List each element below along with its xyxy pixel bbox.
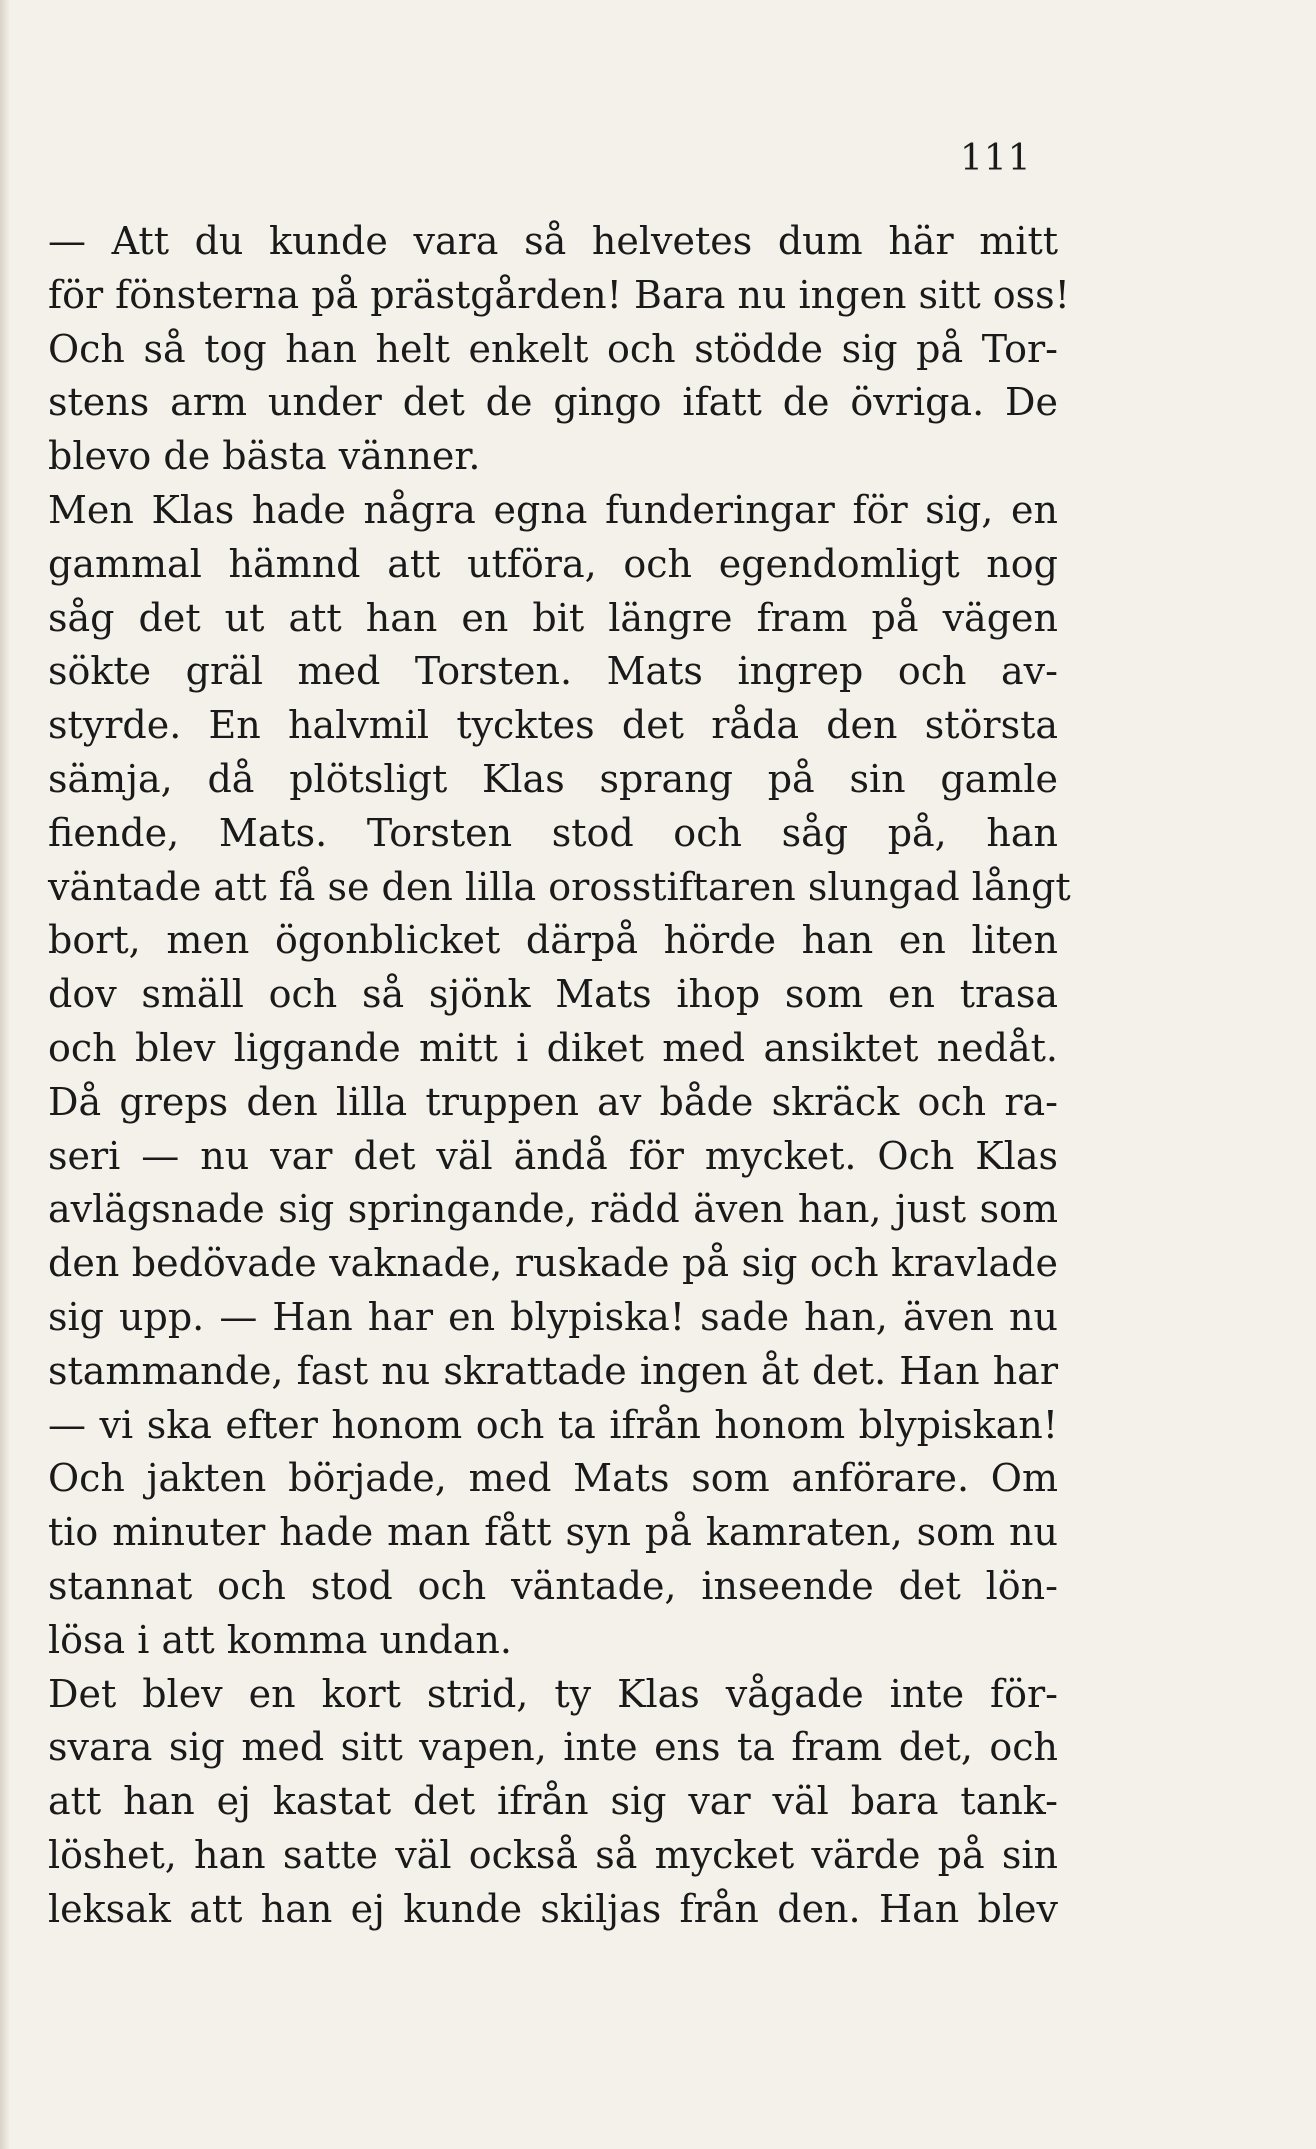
text-line: löshet, han satte väl också så mycket värde på sin	[48, 1832, 1058, 1877]
text-line: fiende, Mats. Torsten stod och såg på, han	[48, 810, 1058, 855]
text-line: blevo de bästa vänner.	[48, 434, 481, 479]
text-line: Det blev en kort strid, ty Klas vågade inte för-	[48, 1671, 1058, 1716]
text-line: och blev liggande mitt i diket med ansiktet nedåt.	[48, 1025, 1058, 1070]
text-line: Men Klas hade några egna funderingar för sig, en	[48, 487, 1058, 532]
text-line: Då greps den lilla truppen av både skräck och ra-	[48, 1079, 1058, 1124]
text-line: den bedövade vaknade, ruskade på sig och kravlade	[48, 1241, 1058, 1286]
text-line: Och så tog han helt enkelt och stödde sig på Tor-	[48, 326, 1058, 371]
page-binding-shadow	[0, 0, 10, 2149]
text-line: lösa i att komma undan.	[48, 1617, 512, 1662]
text-line: sig upp. — Han har en blypiska! sade han, även nu	[48, 1294, 1058, 1339]
text-line: bort, men ögonblicket därpå hörde han en liten	[48, 918, 1058, 963]
text-line: avlägsnade sig springande, rädd även han, just som	[48, 1187, 1058, 1232]
text-line: att han ej kastat det ifrån sig var väl bara tank-	[48, 1779, 1058, 1824]
text-line: väntade att få se den lilla orosstiftaren slungad långt	[48, 864, 1071, 909]
text-line: såg det ut att han en bit längre fram på vägen	[48, 595, 1058, 640]
text-line: tio minuter hade man fått syn på kamraten, som nu	[48, 1510, 1058, 1555]
text-line: sökte gräl med Torsten. Mats ingrep och av-	[48, 649, 1058, 694]
text-line: dov smäll och så sjönk Mats ihop som en trasa	[48, 972, 1058, 1017]
text-line: leksak att han ej kunde skiljas från den. Han blev	[48, 1886, 1058, 1931]
text-line: stens arm under det de gingo ifatt de övriga. De	[48, 380, 1058, 425]
text-line: stammande, fast nu skrattade ingen åt det. Han har	[48, 1348, 1058, 1393]
text-line: styrde. En halvmil tycktes det råda den största	[48, 703, 1058, 748]
text-line: svara sig med sitt vapen, inte ens ta fram det, och	[48, 1725, 1058, 1770]
text-line: stannat och stod och väntade, inseende det lön-	[48, 1563, 1058, 1608]
text-line: sämja, då plötsligt Klas sprang på sin gamle	[48, 756, 1058, 801]
text-line: — Att du kunde vara så helvetes dum här mitt	[48, 219, 1058, 263]
text-line: seri — nu var det väl ändå för mycket. Och Klas	[48, 1133, 1058, 1178]
text-line: för fönsterna på prästgården! Bara nu ingen sitt oss!	[48, 272, 1070, 317]
body-text	[48, 215, 1071, 1937]
text-line: gammal hämnd att utföra, och egendomligt nog	[48, 541, 1058, 586]
page-number: 111	[960, 138, 1032, 179]
text-line: — vi ska efter honom och ta ifrån honom blypiskan!	[48, 1402, 1058, 1447]
text-line: Och jakten började, med Mats som anförare. Om	[48, 1456, 1058, 1501]
